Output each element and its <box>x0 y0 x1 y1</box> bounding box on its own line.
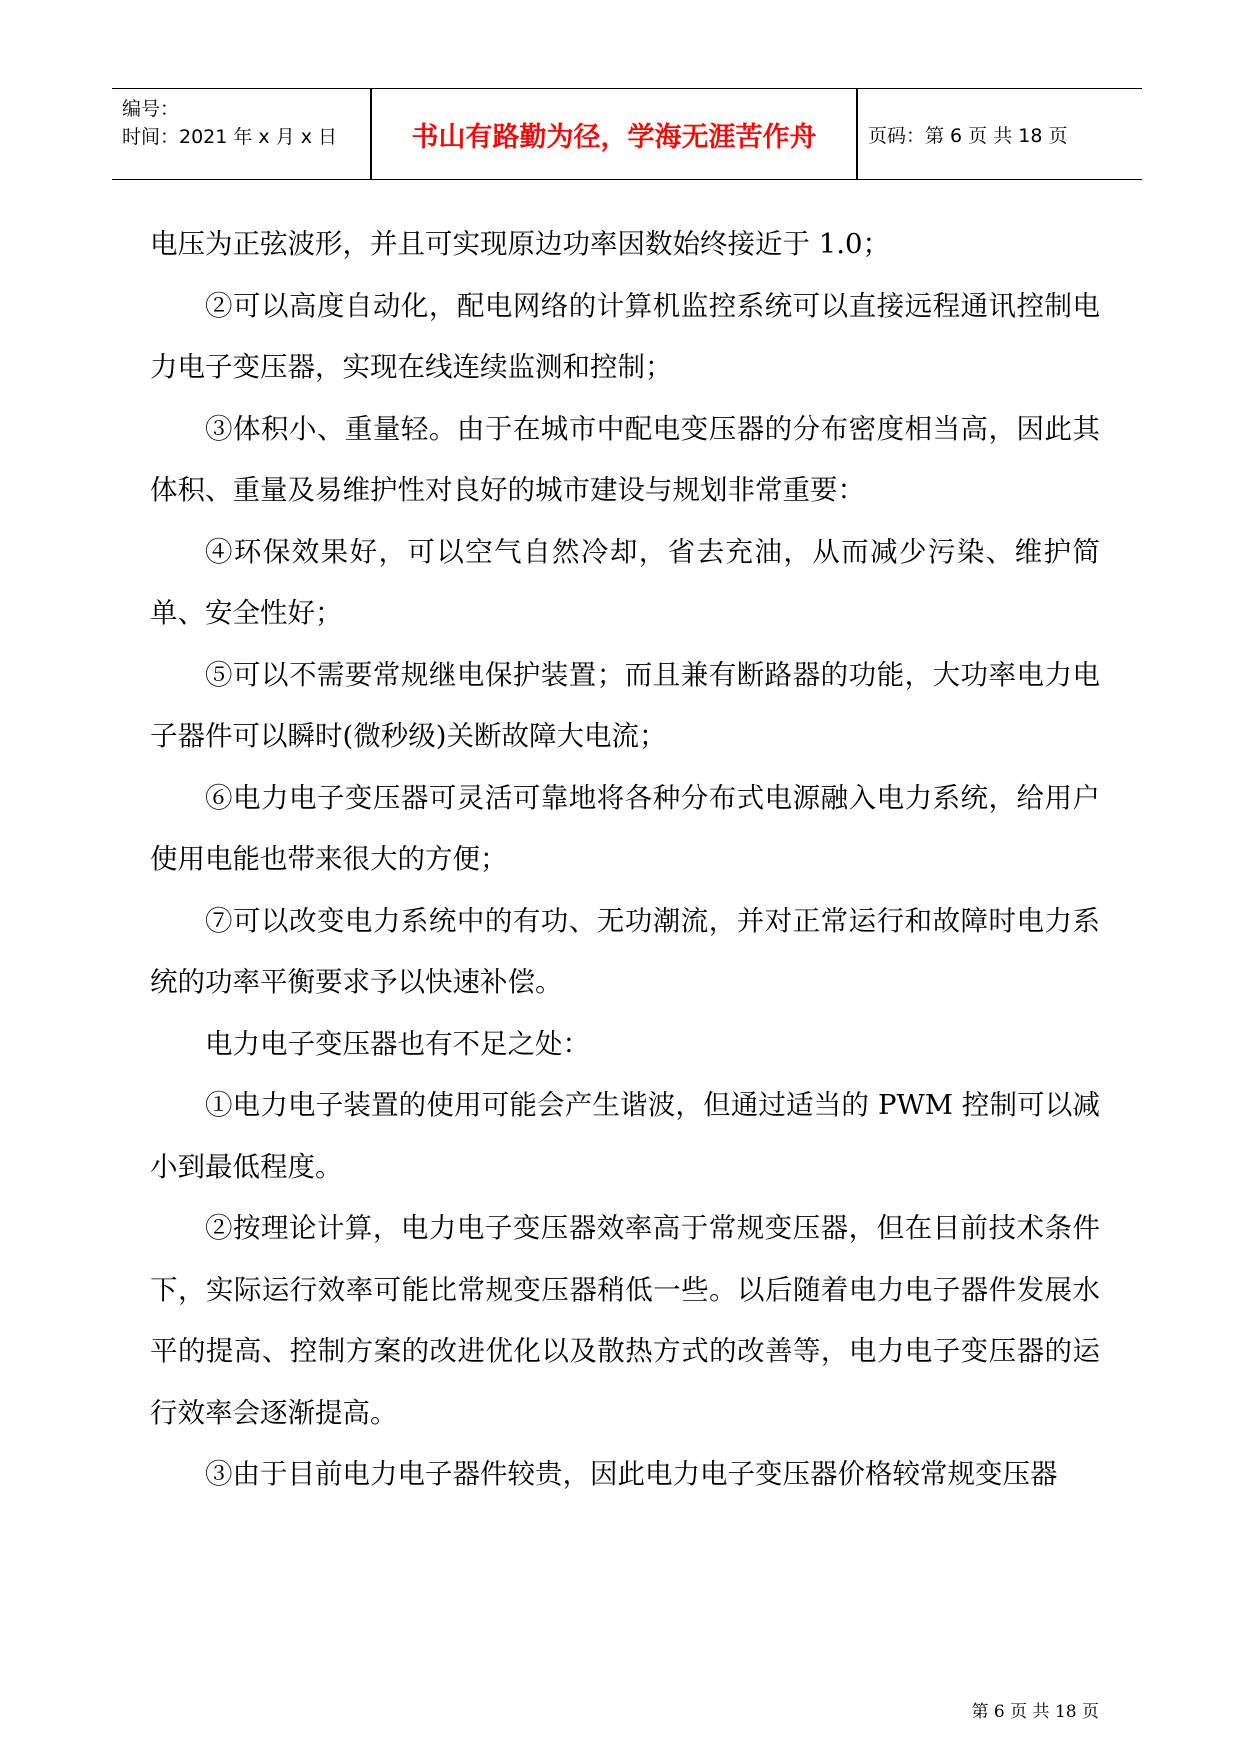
paragraph: ⑦可以改变电力系统中的有功、无功潮流，并对正常运行和故障时电力系统的功率平衡要求予以快速补偿。 <box>150 904 1100 998</box>
paragraph: ①电力电子装置的使用可能会产生谐波，但通过适当的 PWM 控制可以减小到最低程度。 <box>150 1089 1100 1183</box>
document-number-label: 编号： <box>122 98 180 120</box>
paragraph: 电压为正弦波形，并且可实现原边功率因数始终接近于 1.0； <box>150 228 890 260</box>
header-page-info: 页码：第 6 页 共 18 页 <box>868 124 1068 147</box>
document-time-label: 时间：2021 年 x 月 x 日 <box>122 126 338 148</box>
header-divider <box>856 89 858 179</box>
paragraph: ③体积小、重量轻。由于在城市中配电变压器的分布密度相当高，因此其体积、重量及易维护性对良好的城市建设与规划非常重要： <box>150 412 1100 506</box>
document-body <box>150 214 1100 1506</box>
paragraph: ④环保效果好，可以空气自然冷却，省去充油，从而减少污染、维护简单、安全性好； <box>150 535 1100 629</box>
header-motto: 书山有路勤为径，学海无涯苦作舟 <box>411 121 817 153</box>
page-header <box>112 88 1142 180</box>
paragraph: ⑥电力电子变压器可灵活可靠地将各种分布式电源融入电力系统，给用户使用电能也带来很大的方便； <box>150 781 1100 875</box>
paragraph: ②按理论计算，电力电子变压器效率高于常规变压器，但在目前技术条件下，实际运行效率可能比常规变压器稍低一些。以后随着电力电子器件发展水平的提高、控制方案的改进优化以及散热方式的改善等，电力电子变压器的运行效率会逐渐提高。 <box>150 1212 1100 1429</box>
paragraph: ③由于目前电力电子器件较贵，因此电力电子变压器价格较常规变压器 <box>205 1458 1058 1490</box>
paragraph: 电力电子变压器也有不足之处： <box>205 1027 590 1060</box>
page-footer: 第 6 页 共 18 页 <box>971 1702 1099 1722</box>
paragraph: ⑤可以不需要常规继电保护装置；而且兼有断路器的功能，大功率电力电子器件可以瞬时(微秒级)关断故障大电流； <box>150 658 1100 752</box>
paragraph: ②可以高度自动化，配电网络的计算机监控系统可以直接远程通讯控制电力电子变压器，实现在线连续监测和控制； <box>150 289 1100 383</box>
